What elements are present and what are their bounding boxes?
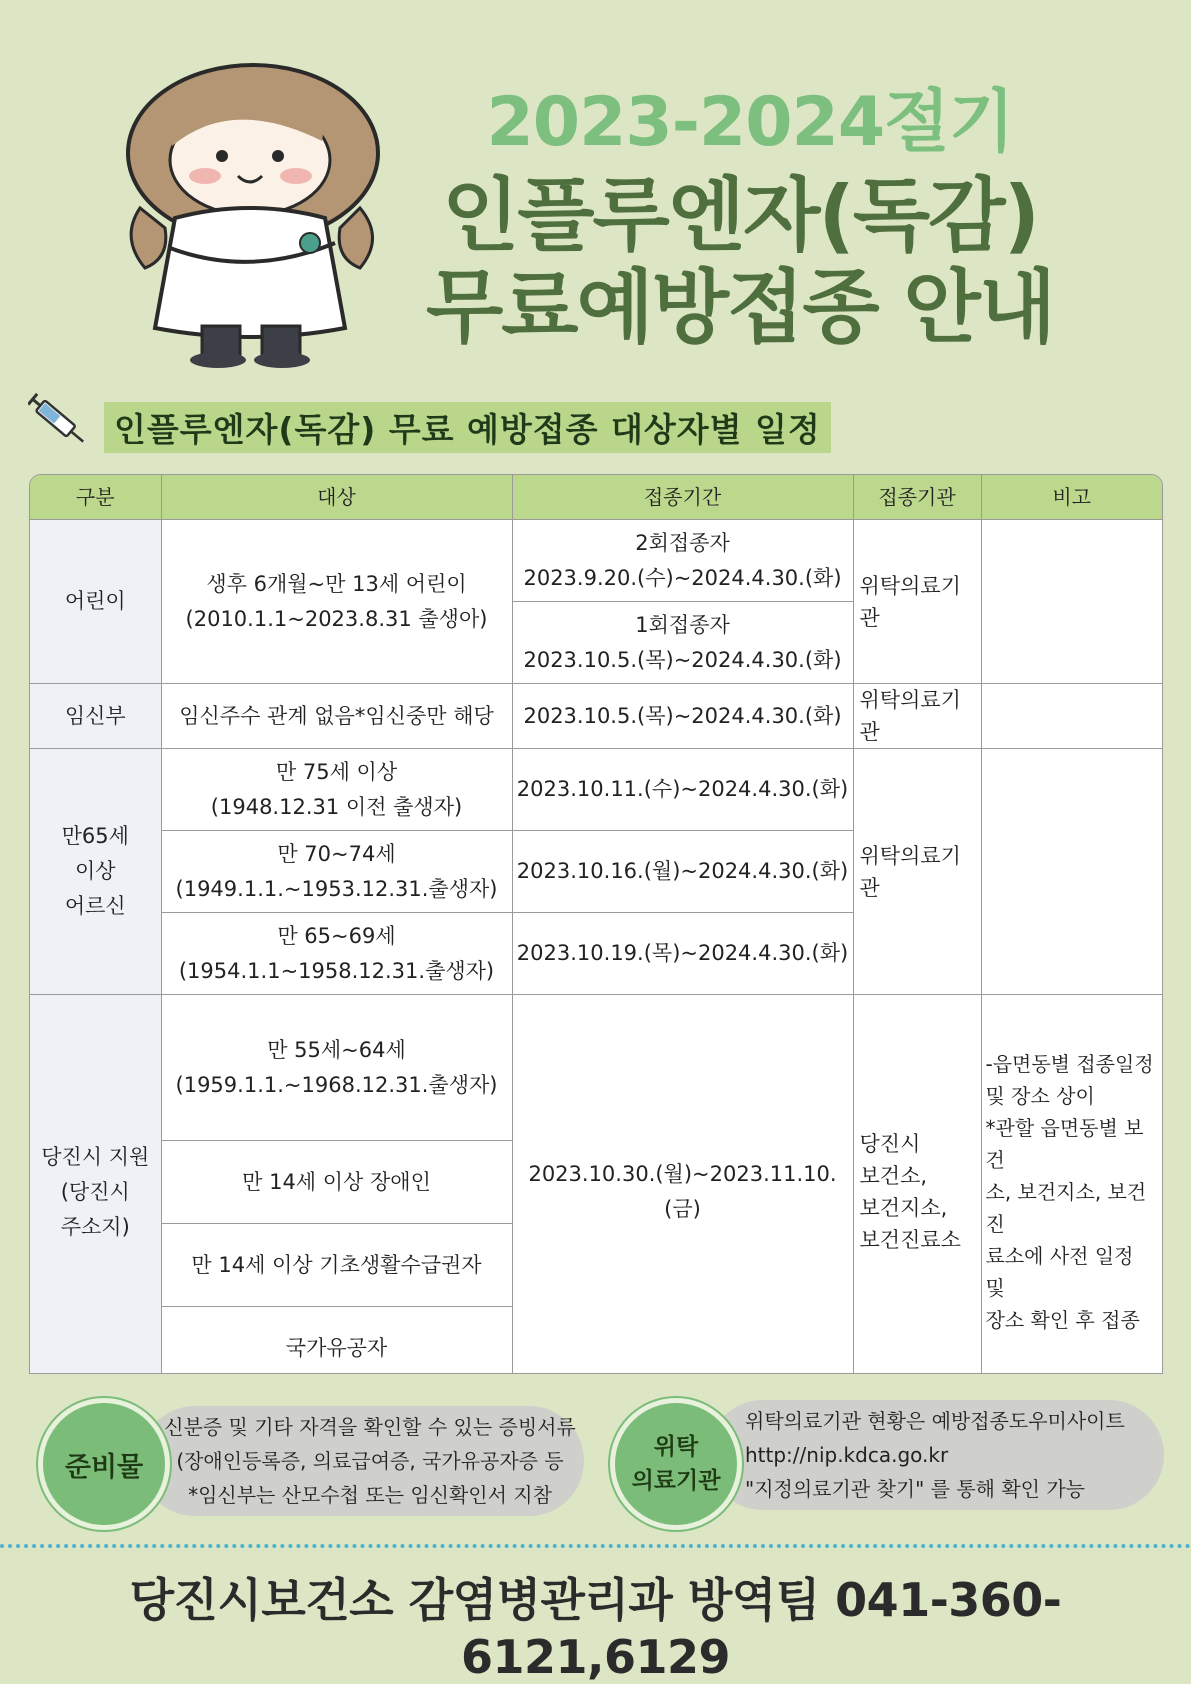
note-line: *관할 읍면동별 보건 [985,1116,1144,1172]
column-header: 접종기관 [853,475,981,520]
column-header: 구분 [30,475,161,520]
target-cell: 임신주수 관계 없음*임신중만 해당 [161,684,512,749]
target-line: 만 65~69세 [277,923,396,948]
prep-badge-label: 준비물 [64,1451,144,1483]
note-cell [981,749,1162,995]
category-line: 만65세 [61,824,129,848]
target-line: (1954.1.1~1958.12.31.출생자) [178,958,495,983]
org-cell [853,995,981,1375]
target-cell [161,831,512,913]
column-header: 비고 [981,475,1162,520]
target-cell: 국가유공자 [161,1307,512,1375]
section-title: 인플루엔자(독감) 무료 예방접종 대상자별 일정 [104,402,831,453]
target-line: (1949.1.1.~1953.12.31.출생자) [175,876,498,901]
note-line: 및 장소 상이 [985,1084,1095,1108]
dotted-divider [0,1544,1191,1548]
table-header-row [30,475,1162,520]
org-cell: 위탁의료기관 [853,749,981,995]
table-row [30,749,1162,831]
schedule-table [29,474,1163,1374]
category-line: (당진시 [60,1179,130,1204]
target-line: (2010.1.1~2023.8.31 출생아) [185,606,488,631]
org-line: 보건소, [859,1164,928,1188]
syringe-icon [28,392,94,454]
org-cell: 위탁의료기관 [853,520,981,684]
prep-badge [38,1398,170,1530]
category-line: 당진시 지원 [41,1144,150,1169]
org-line: 당진시 [859,1132,921,1156]
category-cell: 임신부 [30,684,161,749]
footer-contact: 당진시보건소 감염병관리과 방역팀 041-360-6121,6129 [129,1573,1062,1684]
period-cell: 2023.10.11.(수)~2024.4.30.(화) [512,749,853,831]
table-row [30,995,1162,1141]
target-cell [161,520,512,684]
period-cell: 2023.10.19.(목)~2024.4.30.(화) [512,913,853,995]
target-cell: 만 14세 이상 장애인 [161,1141,512,1224]
category-line: 이상 [74,859,116,883]
season-title: 2023-2024절기 [486,83,1014,162]
period-cell: 2023.10.30.(월)~2023.11.10.(금) [512,995,853,1375]
clinic-line: 위탁의료기관 현황은 예방접종도우미사이트 [745,1409,1125,1433]
org-line: 보건지소, [859,1196,948,1220]
target-line: (1948.12.31 이전 출생자) [210,794,463,819]
clinic-badge-label: 위탁 [653,1434,699,1460]
target-line: (1959.1.1.~1968.12.31.출생자) [175,1072,498,1097]
clinic-badge [610,1398,742,1530]
page-title [420,170,1060,354]
clinic-website-link[interactable]: http://nip.kdca.go.kr [745,1443,949,1467]
period-cell: 2023.10.16.(월)~2024.4.30.(화) [512,831,853,913]
table-row [30,520,1162,602]
period-label: 2회접종자 [635,530,730,555]
prep-text [160,1410,580,1512]
note-cell [981,684,1162,749]
clinic-text [745,1404,1155,1506]
period-label: 1회접종자 [635,612,730,637]
doctor-character-illustration [110,58,410,368]
category-cell [30,995,161,1375]
category-line: 주소지) [60,1214,130,1239]
target-line: 만 75세 이상 [275,759,398,784]
category-line: 어르신 [64,894,126,918]
note-line: 장소 확인 후 접종 [985,1308,1140,1332]
category-cell [30,749,161,995]
column-header: 대상 [161,475,512,520]
target-cell [161,913,512,995]
target-line: 만 55세~64세 [267,1037,406,1062]
prep-line: 신분증 및 기타 자격을 확인할 수 있는 증빙서류 [164,1415,576,1439]
target-line: 생후 6개월~만 13세 어린이 [206,571,467,596]
note-line: 소, 보건지소, 보건진 [985,1180,1147,1236]
org-line: 보건진료소 [859,1228,961,1252]
clinic-line: "지정의료기관 찾기" 를 통해 확인 가능 [745,1477,1085,1501]
period-cell [512,520,853,602]
prep-line: *임신부는 산모수첩 또는 임신확인서 지참 [188,1483,552,1507]
target-cell [161,995,512,1141]
target-line: 만 70~74세 [277,841,396,866]
org-cell: 위탁의료기관 [853,684,981,749]
table-row [30,684,1162,749]
title-line-1: 인플루엔자(독감) [441,169,1039,262]
period-dates: 2023.10.5.(목)~2024.4.30.(화) [523,647,842,672]
title-line-2: 무료예방접종 안내 [425,261,1055,354]
period-cell [512,602,853,684]
column-header: 접종기간 [512,475,853,520]
note-cell [981,995,1162,1375]
note-line: 료소에 사전 일정 및 [985,1244,1134,1300]
clinic-badge-label: 의료기관 [631,1468,721,1494]
target-cell: 만 14세 이상 기초생활수급권자 [161,1224,512,1307]
target-cell [161,749,512,831]
period-cell: 2023.10.5.(목)~2024.4.30.(화) [512,684,853,749]
note-line: -읍면동별 접종일정 [985,1052,1154,1076]
period-dates: 2023.9.20.(수)~2024.4.30.(화) [523,565,842,590]
note-cell [981,520,1162,684]
category-cell: 어린이 [30,520,161,684]
prep-line: (장애인등록증, 의료급여증, 국가유공자증 등 [176,1449,564,1473]
